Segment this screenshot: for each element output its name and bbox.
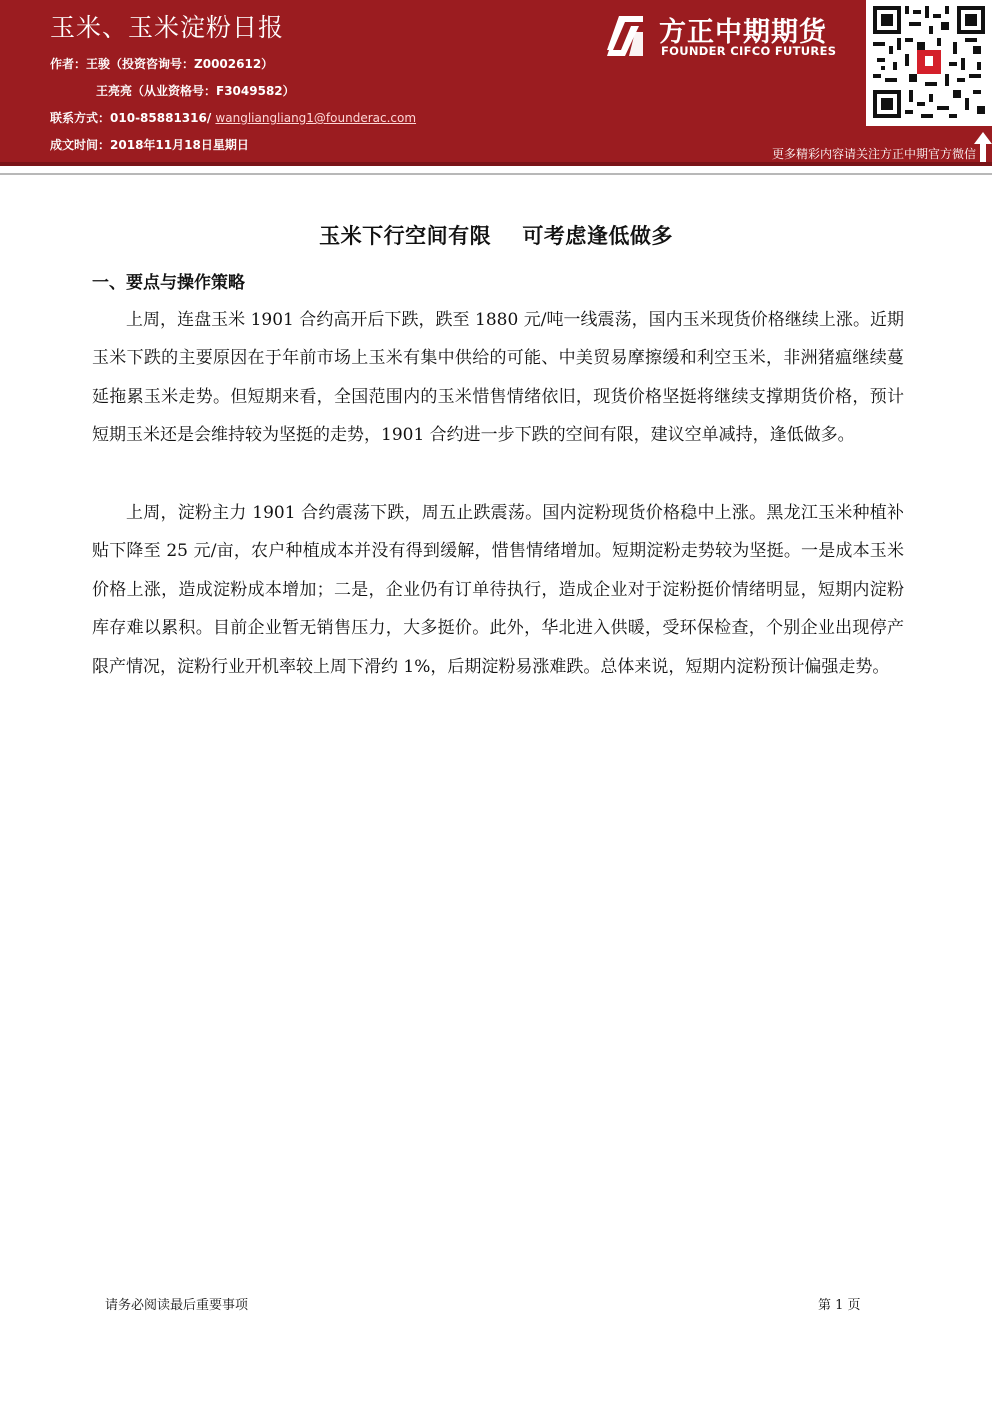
date-label: 成文时间： — [50, 138, 111, 152]
report-title: 玉米、玉米淀粉日报 — [50, 13, 285, 42]
up-arrow-icon — [974, 132, 992, 162]
header-grey-rule — [0, 173, 992, 175]
wechat-follow-note: 更多精彩内容请关注方正中期官方微信 — [771, 147, 976, 161]
qr-code — [866, 0, 992, 126]
paragraph-starch: 上周，淀粉主力 1901 合约震荡下跌，周五止跌震荡。国内淀粉现货价格稳中上涨。黑龙江玉米种植补贴下降至 25 元/亩，农户种植成本并没有得到缓解，惜售情绪增加。短期淀粉走势较为坚挺。一是成本玉米价格上涨，造成淀粉成本增加；二是，企业仍有订单待执行，造成企业对于淀粉挺价情绪明显，短期内淀粉库存难以累积。目前企业暂无销售压力，大多挺价。此外，华北进入供暖，受环保检查，个别企业出现停产限产情况，淀粉行业开机率较上周下滑约 1%，后期淀粉易涨难跌。总体来说，短期内淀粉预计偏强走势。 — [92, 503, 904, 677]
author-line-1 — [50, 55, 273, 72]
author-2: 王亮亮（从业资格号：F3049582） — [96, 84, 295, 98]
contact-line — [50, 109, 416, 126]
author-label: 作者： — [50, 57, 87, 71]
report-date: 2018年11月18日星期日 — [110, 138, 249, 152]
contact-email-link[interactable]: wangliangliang1@founderac.com — [215, 111, 417, 125]
author-1: 王骏（投资咨询号：Z0002612） — [86, 57, 274, 71]
company-logo — [605, 12, 860, 62]
contact-phone: 010-85881316/ — [110, 111, 212, 125]
section-heading: 一、要点与操作策略 — [92, 273, 245, 293]
page-number: 第 1 页 — [818, 1298, 861, 1313]
paragraph-corn: 上周，连盘玉米 1901 合约高开后下跌，跌至 1880 元/吨一线震荡，国内玉米现货价格继续上涨。近期玉米下跌的主要原因在于年前市场上玉米有集中供给的可能、中美贸易摩擦缓和利空玉米，非洲猪瘟继续蔓延拖累玉米走势。但短期来看，全国范围内的玉米惜售情绪依旧，现货价格坚挺将继续支撑期货价格，预计短期玉米还是会维持较为坚挺的走势，1901 合约进一步下跌的空间有限，建议空单减持，逢低做多。 — [92, 310, 904, 446]
qr-code-icon — [873, 6, 985, 118]
header-divider — [0, 162, 992, 166]
logo-chinese-name: 方正中期期货 — [659, 17, 827, 48]
author-line-2 — [96, 82, 295, 99]
logo-mark-icon — [605, 14, 645, 58]
article-title: 玉米下行空间有限 可考虑逢低做多 — [319, 224, 673, 248]
contact-label: 联系方式： — [50, 111, 111, 125]
logo-english-name: FOUNDER CIFCO FUTURES — [661, 44, 837, 58]
date-line — [50, 136, 249, 153]
footer-notice: 请务必阅读最后重要事项 — [105, 1298, 249, 1313]
